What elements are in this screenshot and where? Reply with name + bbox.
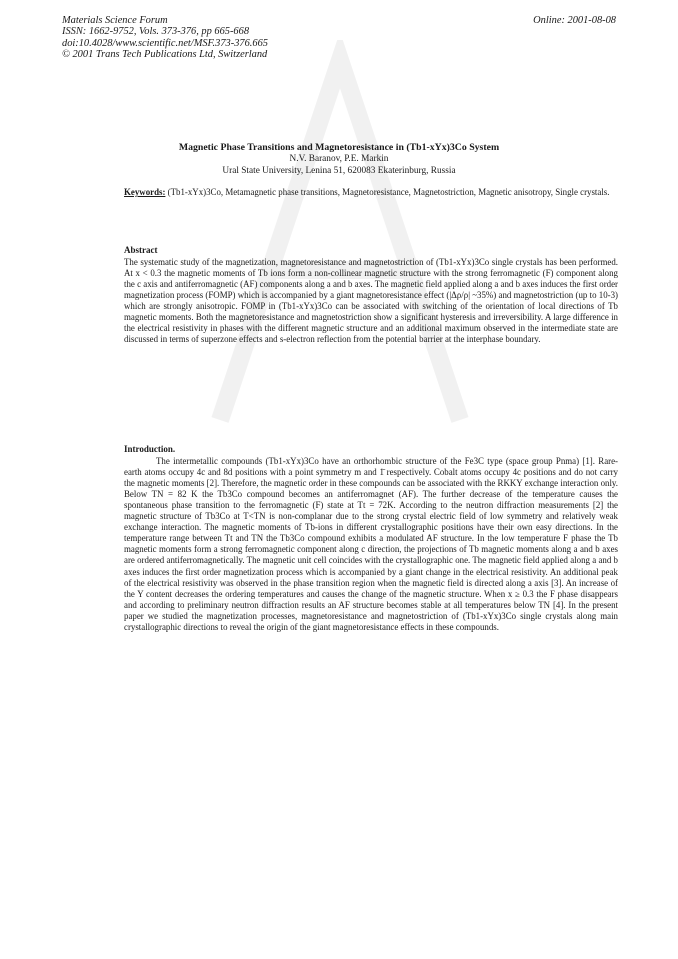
doi-line: doi:10.4028/www.scientific.net/MSF.373-376.665 <box>62 37 268 49</box>
journal-header <box>62 15 268 61</box>
online-date: Online: 2001-08-08 <box>533 15 616 26</box>
copyright-line: © 2001 Trans Tech Publications Ltd, Switzerland <box>62 49 268 61</box>
paper-title: Magnetic Phase Transitions and Magnetoresistance in (Tb1-xYx)3Co System <box>178 142 500 153</box>
introduction-text: The intermetallic compounds (Tb1-xYx)3Co have an orthorhombic structure of the Fe3C type (space group Pnma) [1]. Rare-earth atoms occupy 4c and 8d positions with a point symmetry m and 1̄ respectively. Cobalt atoms occupy 4c positions and do not carry the magnetic moments [2]. Therefore, the magnetic order in these compounds can be associated with the RKKY exchange interaction only. Below TN = 82 K the Tb3Co compound becomes an antiferromagnet (AF). The further decrease of the temperature causes the spontaneous phase transition to the ferromagnetic (F) state at Tt = 72K. According to the neutron diffraction measurements [2] the magnetic structure of Tb3Co at T<TN is non-complanar due to the strong crystal electric field of low symmetry and relatively weak exchange interaction. The magnetic moments of Tb-ions in different crystallographic positions have their own easy directions. In the temperature range between Tt and TN the Tb3Co compound exhibits a modulated AF structure. In the low temperature F phase the Tb magnetic moments form a strong ferromagnetic component along c direction, the projections of Tb magnetic moments along a and b axes are ordered antiferromagnetically. The magnetic unit cell coincides with the crystallographic one. The magnetic field applied along a and b axes induces the first order magnetization process which is accompanied by a giant change in the electrical resistivity. An additional peak of the electrical resistivity was observed in the phase transition region when the magnetic field is directed along a axis [3]. An increase of the Y content decreases the ordering temperatures and causes the change of the magnetic structure. When x ≥ 0.3 the F phase disappears and according to preliminary neutron diffraction results an AF structure becomes stable at all temperatures below TN [4]. In the present paper we studied the magnetization processes, magnetoresistance and magnetostriction of (Tb1-xYx)3Co single crystals along main crystallographic directions to reveal the origin of the giant magnetoresistance effects in these compounds. <box>124 456 618 632</box>
abstract-section <box>124 245 618 345</box>
watermark-graphic <box>200 40 480 440</box>
introduction-heading: Introduction. <box>124 444 176 454</box>
affiliation: Ural State University, Lenina 51, 620083 Ekaterinburg, Russia <box>222 165 456 176</box>
keywords-text: (Tb1-xYx)3Co, Metamagnetic phase transitions, Magnetoresistance, Magnetostriction, Magnetic anisotropy, Single crystals. <box>167 187 610 197</box>
authors: N.V. Baranov, P.E. Markin <box>289 154 389 164</box>
keywords <box>124 187 618 198</box>
abstract-heading: Abstract <box>124 245 158 255</box>
keywords-label: Keywords: <box>124 187 166 197</box>
introduction-section <box>124 444 618 633</box>
title-block <box>62 142 616 177</box>
journal-name: Materials Science Forum <box>62 15 168 26</box>
abstract-text: The systematic study of the magnetization, magnetoresistance and magnetostriction of (Tb1-xYx)3Co single crystals has been performed. At x < 0.3 the magnetic moments of Tb ions form a non-collinear magnetic structure with the strong ferromagnetic (F) component along the c axis and antiferromagnetic (AF) components along a and b axes. The magnetic field applied along a and b axes induces the first order magnetization process (FOMP) which is accompanied by a giant magnetoresistance effect (|Δρ/ρ| ~35%) and magnetostriction (up to 10-3) which are strongly anisotropic. FOMP in (Tb1-xYx)3Co can be associated with switching of the orientation of local directions of Tb magnetic moments. Both the magnetoresistance and magnetostriction show a significant hysteresis and irreversibility. A large difference in the electrical resistivity in phases with the different magnetic structure and an additional maximum observed in the intermediate state are discussed in terms of superzone effects and s-electron reflection from the potential barrier at the interphase boundary. <box>124 257 618 345</box>
issn-line: ISSN: 1662-9752, Vols. 373-376, pp 665-668 <box>62 26 250 38</box>
